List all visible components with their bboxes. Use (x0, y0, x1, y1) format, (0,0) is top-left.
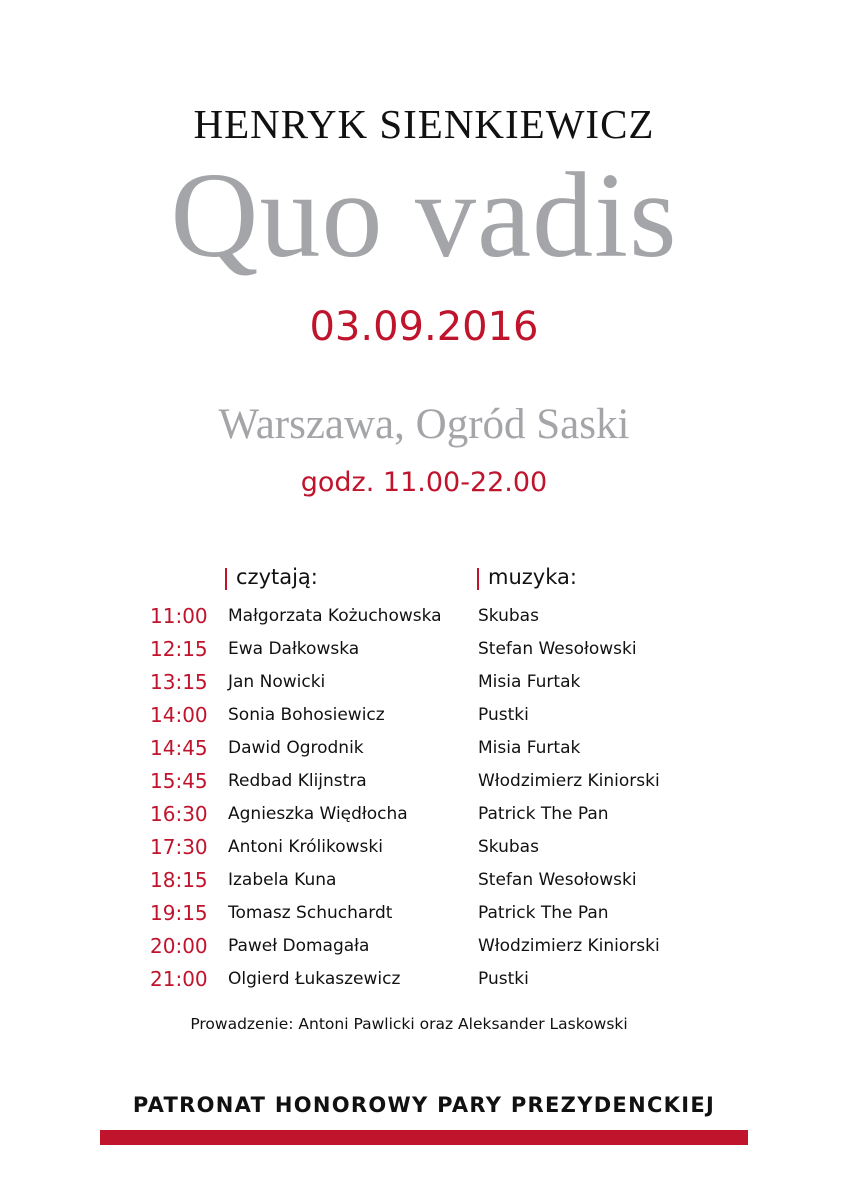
red-marker (225, 568, 227, 590)
event-location: Warszawa, Ogród Saski (218, 401, 630, 448)
schedule-time: 11:00 (150, 604, 208, 628)
schedule-row (0, 732, 848, 765)
author-name: HENRYK SIENKIEWICZ (193, 101, 655, 147)
schedule-time: 16:30 (150, 802, 208, 826)
schedule-music: Patrick The Pan (478, 804, 609, 824)
schedule-reader: Redbad Klijnstra (228, 771, 367, 791)
schedule-reader: Dawid Ogrodnik (228, 738, 364, 758)
schedule-music: Pustki (478, 705, 529, 725)
schedule-row (0, 963, 848, 996)
schedule-row (0, 897, 848, 930)
schedule-row (0, 864, 848, 897)
schedule-music: Skubas (478, 606, 539, 626)
schedule-time: 13:15 (150, 670, 208, 694)
schedule-reader: Izabela Kuna (228, 870, 337, 890)
schedule-row (0, 765, 848, 798)
schedule-row (0, 699, 848, 732)
schedule-time: 19:15 (150, 901, 208, 925)
schedule-time: 14:00 (150, 703, 208, 727)
schedule-music: Włodzimierz Kiniorski (478, 936, 660, 956)
schedule-music: Włodzimierz Kiniorski (478, 771, 660, 791)
schedule-time: 17:30 (150, 835, 208, 859)
schedule-reader: Jan Nowicki (228, 672, 326, 692)
schedule-row (0, 930, 848, 963)
schedule-time: 21:00 (150, 967, 208, 991)
music-header-label: muzyka: (488, 565, 577, 589)
event-title: Quo vadis (170, 148, 678, 283)
schedule-row (0, 666, 848, 699)
patronage-line: PATRONAT HONOROWY PARY PREZYDENCKIEJ (132, 1093, 716, 1117)
red-divider-bar (100, 1130, 748, 1145)
schedule-music: Patrick The Pan (478, 903, 609, 923)
red-marker (477, 568, 479, 590)
schedule-row (0, 600, 848, 633)
schedule-time: 14:45 (150, 736, 208, 760)
schedule-row (0, 798, 848, 831)
hosts-line: Prowadzenie: Antoni Pawlicki oraz Aleksander Laskowski (190, 1015, 628, 1033)
schedule-music: Skubas (478, 837, 539, 857)
schedule-reader: Antoni Królikowski (228, 837, 383, 857)
schedule-reader: Ewa Dałkowska (228, 639, 360, 659)
schedule-music: Pustki (478, 969, 529, 989)
schedule-row (0, 633, 848, 666)
schedule-music: Misia Furtak (478, 738, 581, 758)
schedule-music: Misia Furtak (478, 672, 581, 692)
schedule-reader: Olgierd Łukaszewicz (228, 969, 401, 989)
music-column-header (477, 562, 577, 592)
schedule-reader: Agnieszka Więdłocha (228, 804, 408, 824)
schedule-row (0, 831, 848, 864)
schedule-reader: Małgorzata Kożuchowska (228, 606, 442, 626)
schedule-time: 12:15 (150, 637, 208, 661)
schedule-reader: Sonia Bohosiewicz (228, 705, 385, 725)
event-hours: godz. 11.00-22.00 (300, 467, 548, 498)
event-date: 03.09.2016 (309, 304, 539, 350)
schedule-reader: Tomasz Schuchardt (228, 903, 393, 923)
schedule-list (0, 600, 848, 996)
schedule-time: 15:45 (150, 769, 208, 793)
readers-header-label: czytają: (236, 565, 318, 589)
schedule-music: Stefan Wesołowski (478, 639, 637, 659)
schedule-time: 20:00 (150, 934, 208, 958)
readers-column-header (225, 562, 318, 592)
schedule-time: 18:15 (150, 868, 208, 892)
schedule-music: Stefan Wesołowski (478, 870, 637, 890)
schedule-reader: Paweł Domagała (228, 936, 370, 956)
